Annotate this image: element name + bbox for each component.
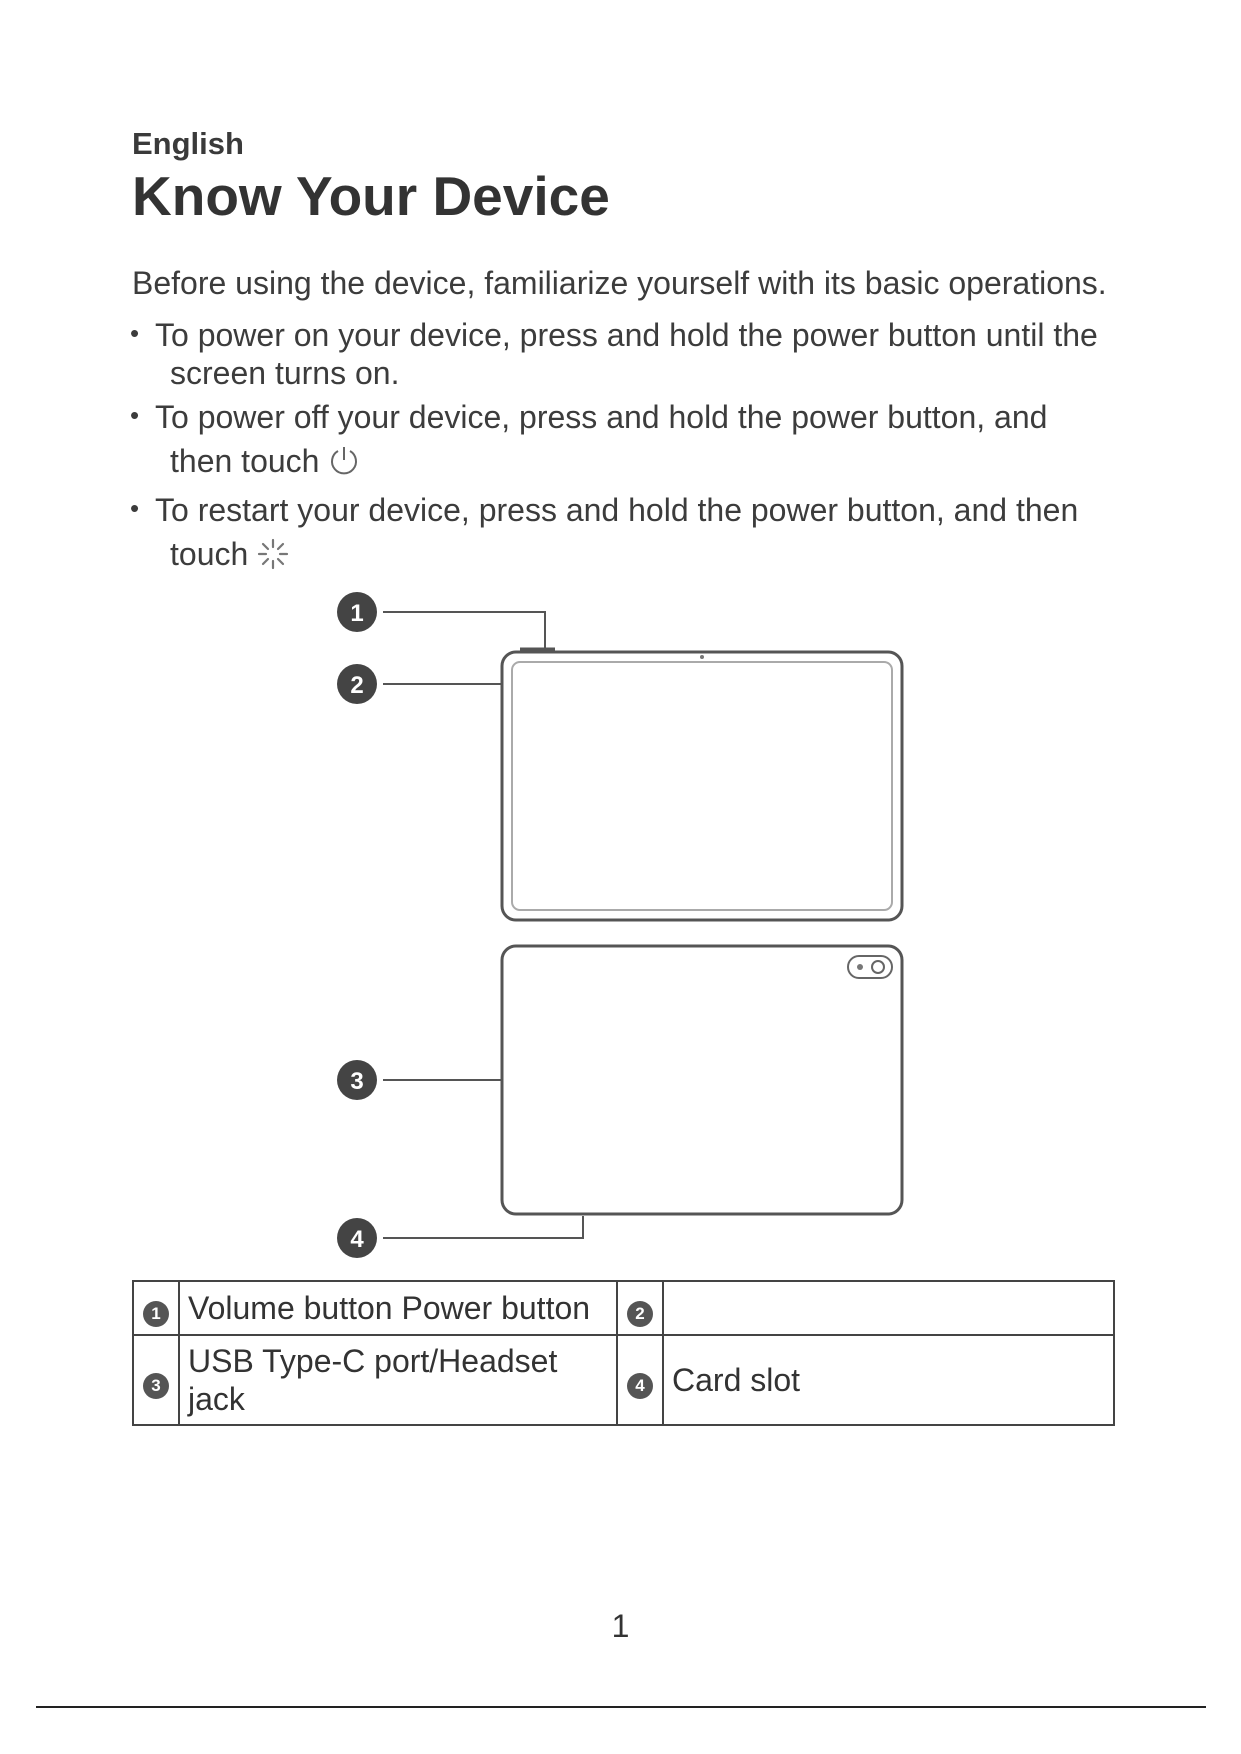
legend-number-cell — [133, 1335, 179, 1425]
legend-label-cell: Card slot — [663, 1335, 1114, 1425]
bullet-line: then touch — [170, 441, 361, 481]
restart-icon — [256, 537, 290, 571]
bullet-line: screen turns on. — [170, 355, 400, 391]
number-badge: 4 — [627, 1373, 653, 1399]
footer-divider — [36, 1706, 1206, 1708]
legend-table — [132, 1280, 1115, 1426]
bullet-dot: • — [130, 318, 140, 348]
callout-2 — [337, 664, 377, 704]
page-number: 1 — [611, 1608, 630, 1644]
legend-label-cell — [663, 1281, 1114, 1335]
callout-4 — [337, 1218, 377, 1258]
callout-1 — [337, 592, 377, 632]
tablet-front — [502, 649, 902, 920]
legend-number-cell — [133, 1281, 179, 1335]
bullet-line: To power off your device, press and hold the power button, and — [155, 399, 1048, 435]
callout-3 — [337, 1060, 377, 1100]
legend-label-cell: Volume button Power button — [179, 1281, 617, 1335]
number-badge: 3 — [143, 1373, 169, 1399]
svg-text:4: 4 — [350, 1226, 364, 1253]
svg-text:1: 1 — [350, 600, 364, 627]
page-title: Know Your Device — [132, 165, 610, 227]
language-label: English — [132, 126, 244, 161]
device-diagram — [0, 580, 1241, 1260]
tablet-back — [502, 946, 902, 1214]
bullet-line: To power on your device, press and hold the power button until the — [155, 317, 1098, 353]
bullet-line: To restart your device, press and hold the power button, and then — [155, 492, 1079, 528]
legend-number-cell — [617, 1281, 663, 1335]
intro-text: Before using the device, familiarize yourself with its basic operations. — [132, 265, 1107, 301]
power-off-icon — [327, 444, 361, 478]
bullet-line: touch — [170, 534, 290, 574]
legend-row — [133, 1281, 1114, 1335]
bullet-dot: • — [130, 400, 140, 430]
legend-row — [133, 1335, 1114, 1425]
svg-text:3: 3 — [350, 1068, 364, 1095]
number-badge: 2 — [627, 1301, 653, 1327]
legend-label-cell: USB Type-C port/Headset jack — [179, 1335, 617, 1425]
legend-number-cell — [617, 1335, 663, 1425]
svg-text:2: 2 — [350, 672, 364, 699]
bullet-dot: • — [130, 493, 140, 523]
number-badge: 1 — [143, 1301, 169, 1327]
